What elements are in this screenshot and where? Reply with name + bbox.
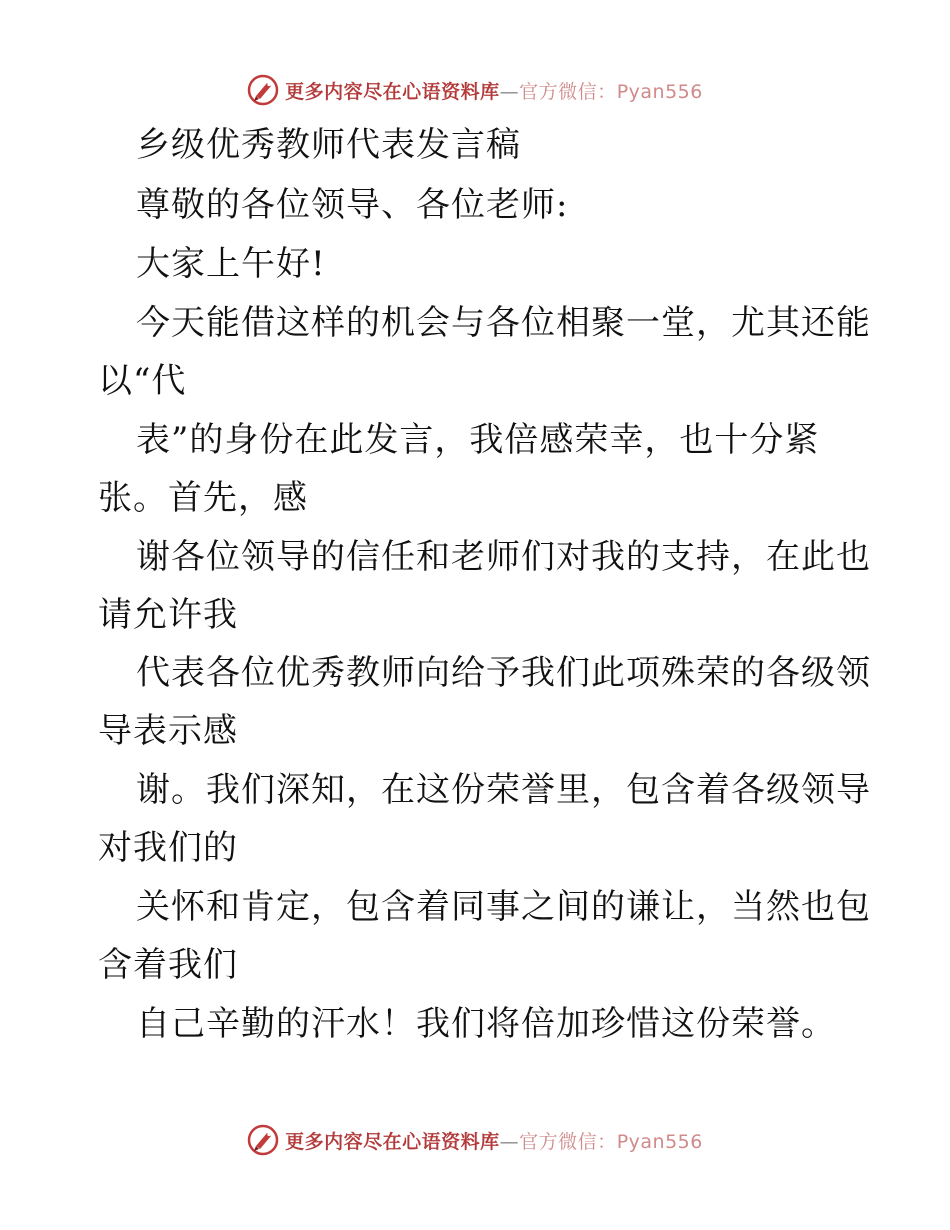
- watermark-wechat-id: Pyan556: [616, 1130, 703, 1153]
- paragraph-line: 今天能借这样的机会与各位相聚一堂，尤其还能: [136, 303, 871, 343]
- paragraph-line: 表”的身份在此发言，我倍感荣幸，也十分紧: [136, 420, 820, 460]
- watermark-text: [285, 1127, 703, 1154]
- paragraph-line: 谢。我们深知，在这份荣誉里，包含着各级领导: [136, 770, 871, 810]
- salutation: 尊敬的各位领导、各位老师:: [136, 185, 569, 225]
- paragraph-line: 含着我们: [98, 945, 238, 985]
- paragraph-line: 导表示感: [98, 711, 238, 751]
- watermark-separator: —: [499, 80, 520, 103]
- watermark-wechat-label: 官方微信：: [519, 1130, 617, 1153]
- header-watermark: [0, 72, 950, 108]
- paragraph-line: 以“代: [98, 361, 187, 401]
- document-title: 乡级优秀教师代表发言稿: [136, 125, 521, 165]
- paragraph-line: 请允许我: [98, 595, 238, 635]
- pen-logo-icon: [247, 1124, 279, 1156]
- paragraph-line: 对我们的: [98, 828, 238, 868]
- watermark-text: [285, 77, 703, 104]
- greeting: 大家上午好!: [136, 244, 326, 284]
- paragraph-line: 谢各位领导的信任和老师们对我的支持，在此也: [136, 537, 871, 577]
- watermark-brand: 更多内容尽在心语资料库: [285, 80, 500, 103]
- watermark-separator: —: [499, 1130, 520, 1153]
- watermark-brand: 更多内容尽在心语资料库: [285, 1130, 500, 1153]
- paragraph-line: 自己辛勤的汗水！我们将倍加珍惜这份荣誉。: [136, 1004, 836, 1044]
- watermark-wechat-id: Pyan556: [616, 80, 703, 103]
- paragraph-line: 关怀和肯定，包含着同事之间的谦让，当然也包: [136, 887, 871, 927]
- paragraph-line: 张。首先，感: [98, 478, 308, 518]
- pen-logo-icon: [247, 74, 279, 106]
- footer-watermark: [0, 1122, 950, 1158]
- watermark-wechat-label: 官方微信：: [519, 80, 617, 103]
- paragraph-line: 代表各位优秀教师向给予我们此项殊荣的各级领: [136, 653, 871, 693]
